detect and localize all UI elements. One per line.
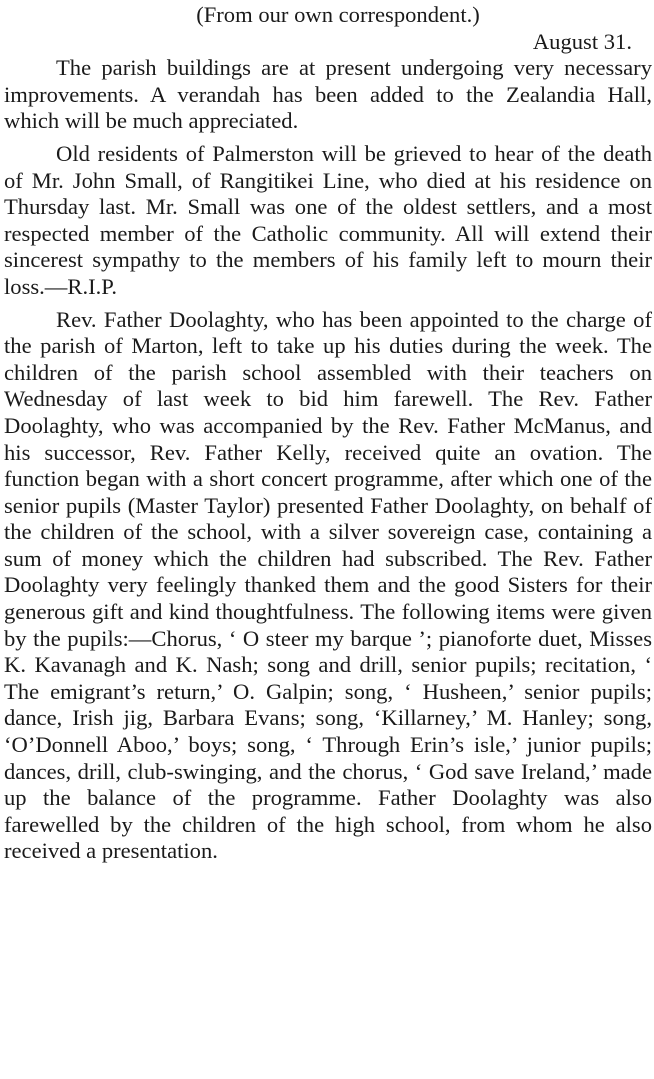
- paragraph-parish-buildings: The parish buildings are at present undergoing very necessary improvements. A verandah has been added to the Zealandia Hall, which will be much appreciated.: [4, 55, 652, 134]
- dateline: August 31.: [532, 28, 632, 54]
- paragraph-farewell: Rev. Father Doolaghty, who has been appointed to the charge of the parish of Marton, left to take up his duties during the week. The children of the parish school assembled with their teachers on Wednesday of last week to bid him farewell. The Rev. Father Doolaghty, who was accompanied by the Rev. Father McManus, and his successor, Rev. Father Kelly, received quite an ovation. The function began with a short concert programme, after which one of the senior pupils (Master Taylor) presented Father Doolaghty, on behalf of the children of the school, with a silver sovereign case, containing a sum of money which the children had subscribed. The Rev. Father Doolaghty very feelingly thanked them and the good Sisters for their generous gift and kind thoughtfulness. The following items were given by the pupils:—Chorus, ‘ O steer my barque ’; pianoforte duet, Misses K. Kavanagh and K. Nash; song and drill, senior pupils; recitation, ‘ The emigrant’s return,’ O. Galpin; song, ‘ Husheen,’ senior pupils; dance, Irish jig, Barbara Evans; song, ‘Killarney,’ M. Hanley; song, ‘O’Donnell Aboo,’ boys; song, ‘ Through Erin’s isle,’ junior pupils; dances, drill, club-swinging, and the chorus, ‘ God save Ireland,’ made up the balance of the programme. Father Doolaghty was also farewelled by the children of the high school, from whom he also received a presentation.: [4, 306, 652, 864]
- paragraph-obituary: Old residents of Palmerston will be grieved to hear of the death of Mr. John Small, of Rangitikei Line, who died at his residence on Thursday last. Mr. Small was one of the oldest settlers, and a most respected member of the Catholic community. All will extend their sincerest sympathy to the members of his family left to mourn their loss.—R.I.P.: [4, 140, 652, 299]
- correspondent-credit: (From our own correspondent.): [196, 2, 480, 27]
- news-clipping: [4, 0, 652, 865]
